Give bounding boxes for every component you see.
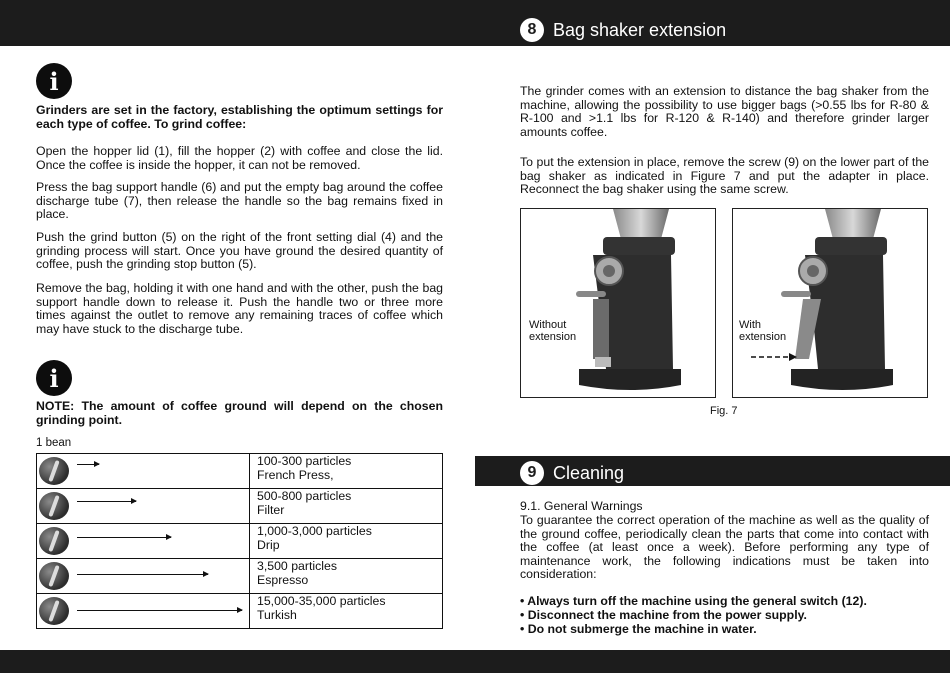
extension-paragraph: The grinder comes with an extension to distance the bag shaker from the machine, allowing the possibility to use bigger bags (>0.55 lbs for R-80 & R-100 and >1.1 lbs for R-120 & R-140) and therefore grinder larger amounts coffee.: [520, 84, 929, 139]
figure-with-extension: [732, 208, 928, 398]
coffee-bean-icon: [39, 527, 69, 555]
label-with: With: [739, 319, 761, 331]
section-9-heading: [520, 461, 624, 485]
paragraph-grind-button: Push the grind button (5) on the right of the front setting dial (4) and the grinding process will start. Once you have ground the desired quantity of coffee, push the grinding stop button (5).: [36, 230, 443, 272]
brew-method: Turkish: [257, 607, 297, 622]
particles-count: 1,000-3,000 particles: [257, 524, 372, 538]
section-8-heading: [520, 18, 726, 42]
particles-cell: [250, 454, 443, 489]
arrow-cell: [73, 524, 250, 559]
particles-cell: [250, 559, 443, 594]
brew-method: French Press,: [257, 467, 334, 482]
section-number-badge: 8: [520, 18, 544, 42]
particles-cell: [250, 489, 443, 524]
label-without-extension: extension: [529, 331, 577, 343]
brew-method: Filter: [257, 502, 285, 517]
arrow-cell: [73, 594, 250, 629]
extension-instructions: To put the extension in place, remove the screw (9) on the lower part of the bag shaker as indicated in Figure 7 and put the adapter in place. Reconnect the bag shaker using the same screw.: [520, 155, 929, 197]
info-icon: i: [36, 63, 72, 99]
bean-cell: [37, 489, 73, 524]
arrow-right-icon: [77, 537, 171, 538]
intro-text: Grinders are set in the factory, establishing the optimum settings for each type of coffee. To grind coffee:: [36, 103, 443, 131]
warnings-subtitle: 9.1. General Warnings: [520, 499, 643, 513]
bean-cell: [37, 524, 73, 559]
warning-bullet: • Do not submerge the machine in water.: [520, 622, 757, 636]
warning-bullet: • Always turn off the machine using the general switch (12).: [520, 594, 867, 608]
section-title: Bag shaker extension: [553, 19, 727, 40]
paragraph-bag-support: Press the bag support handle (6) and put the empty bag around the coffee discharge tube (7), then release the handle so the bag remains fixed in place.: [36, 180, 443, 222]
particles-count: 100-300 particles: [257, 454, 352, 468]
table-row: [37, 594, 443, 629]
arrow-right-icon: [77, 574, 208, 575]
bean-cell: [37, 454, 73, 489]
section-number-badge: 9: [520, 461, 544, 485]
grinder-illustration: [521, 209, 716, 398]
particles-cell: [250, 524, 443, 559]
paragraph-remove-bag: Remove the bag, holding it with one hand and with the other, push the bag support handle down to release it. Push the handle two or three more times against the outlet to remove any remaining traces of coffee which may have stuck to the discharge tube.: [36, 281, 443, 336]
brew-method: Drip: [257, 537, 280, 552]
coffee-bean-icon: [39, 492, 69, 520]
paragraph-open-hopper: Open the hopper lid (1), fill the hopper (2) with coffee and close the lid. Once the coffee is inside the hopper, it can not be removed.: [36, 144, 443, 172]
arrow-cell: [73, 559, 250, 594]
bottom-footer-bar: [0, 650, 950, 673]
arrow-right-icon: [77, 501, 136, 502]
grind-table: [36, 453, 443, 629]
particles-count: 500-800 particles: [257, 489, 352, 503]
table-row: [37, 559, 443, 594]
figure-caption: Fig. 7: [710, 405, 738, 417]
particles-cell: [250, 594, 443, 629]
arrow-right-icon: [77, 610, 242, 611]
brew-method: Espresso: [257, 572, 309, 587]
coffee-bean-icon: [39, 597, 69, 625]
arrow-right-icon: [77, 464, 99, 465]
label-without: Without: [529, 319, 567, 331]
warning-bullet: • Disconnect the machine from the power supply.: [520, 608, 807, 622]
bean-cell: [37, 559, 73, 594]
particles-count: 3,500 particles: [257, 559, 337, 573]
section-title: Cleaning: [553, 462, 625, 483]
figure-without-extension: [520, 208, 716, 398]
label-with-extension: extension: [739, 331, 787, 343]
coffee-bean-icon: [39, 562, 69, 590]
table-row: [37, 524, 443, 559]
warnings-body: To guarantee the correct operation of the machine as well as the quality of the ground coffee, periodically clean the parts that come into contact with the coffee (at least once a week). Before performing any type of maintenance work, the following indications must be taken into consideration:: [520, 513, 929, 582]
particles-count: 15,000-35,000 particles: [257, 594, 386, 608]
note-text: NOTE: The amount of coffee ground will depend on the chosen grinding point.: [36, 399, 443, 427]
info-icon: i: [36, 360, 72, 396]
arrow-cell: [73, 454, 250, 489]
coffee-bean-icon: [39, 457, 69, 485]
bean-cell: [37, 594, 73, 629]
bean-label: 1 bean: [36, 437, 72, 449]
arrow-cell: [73, 489, 250, 524]
grinder-illustration: [733, 209, 928, 398]
table-row: [37, 489, 443, 524]
top-header-bar: [0, 0, 950, 46]
table-row: [37, 454, 443, 489]
